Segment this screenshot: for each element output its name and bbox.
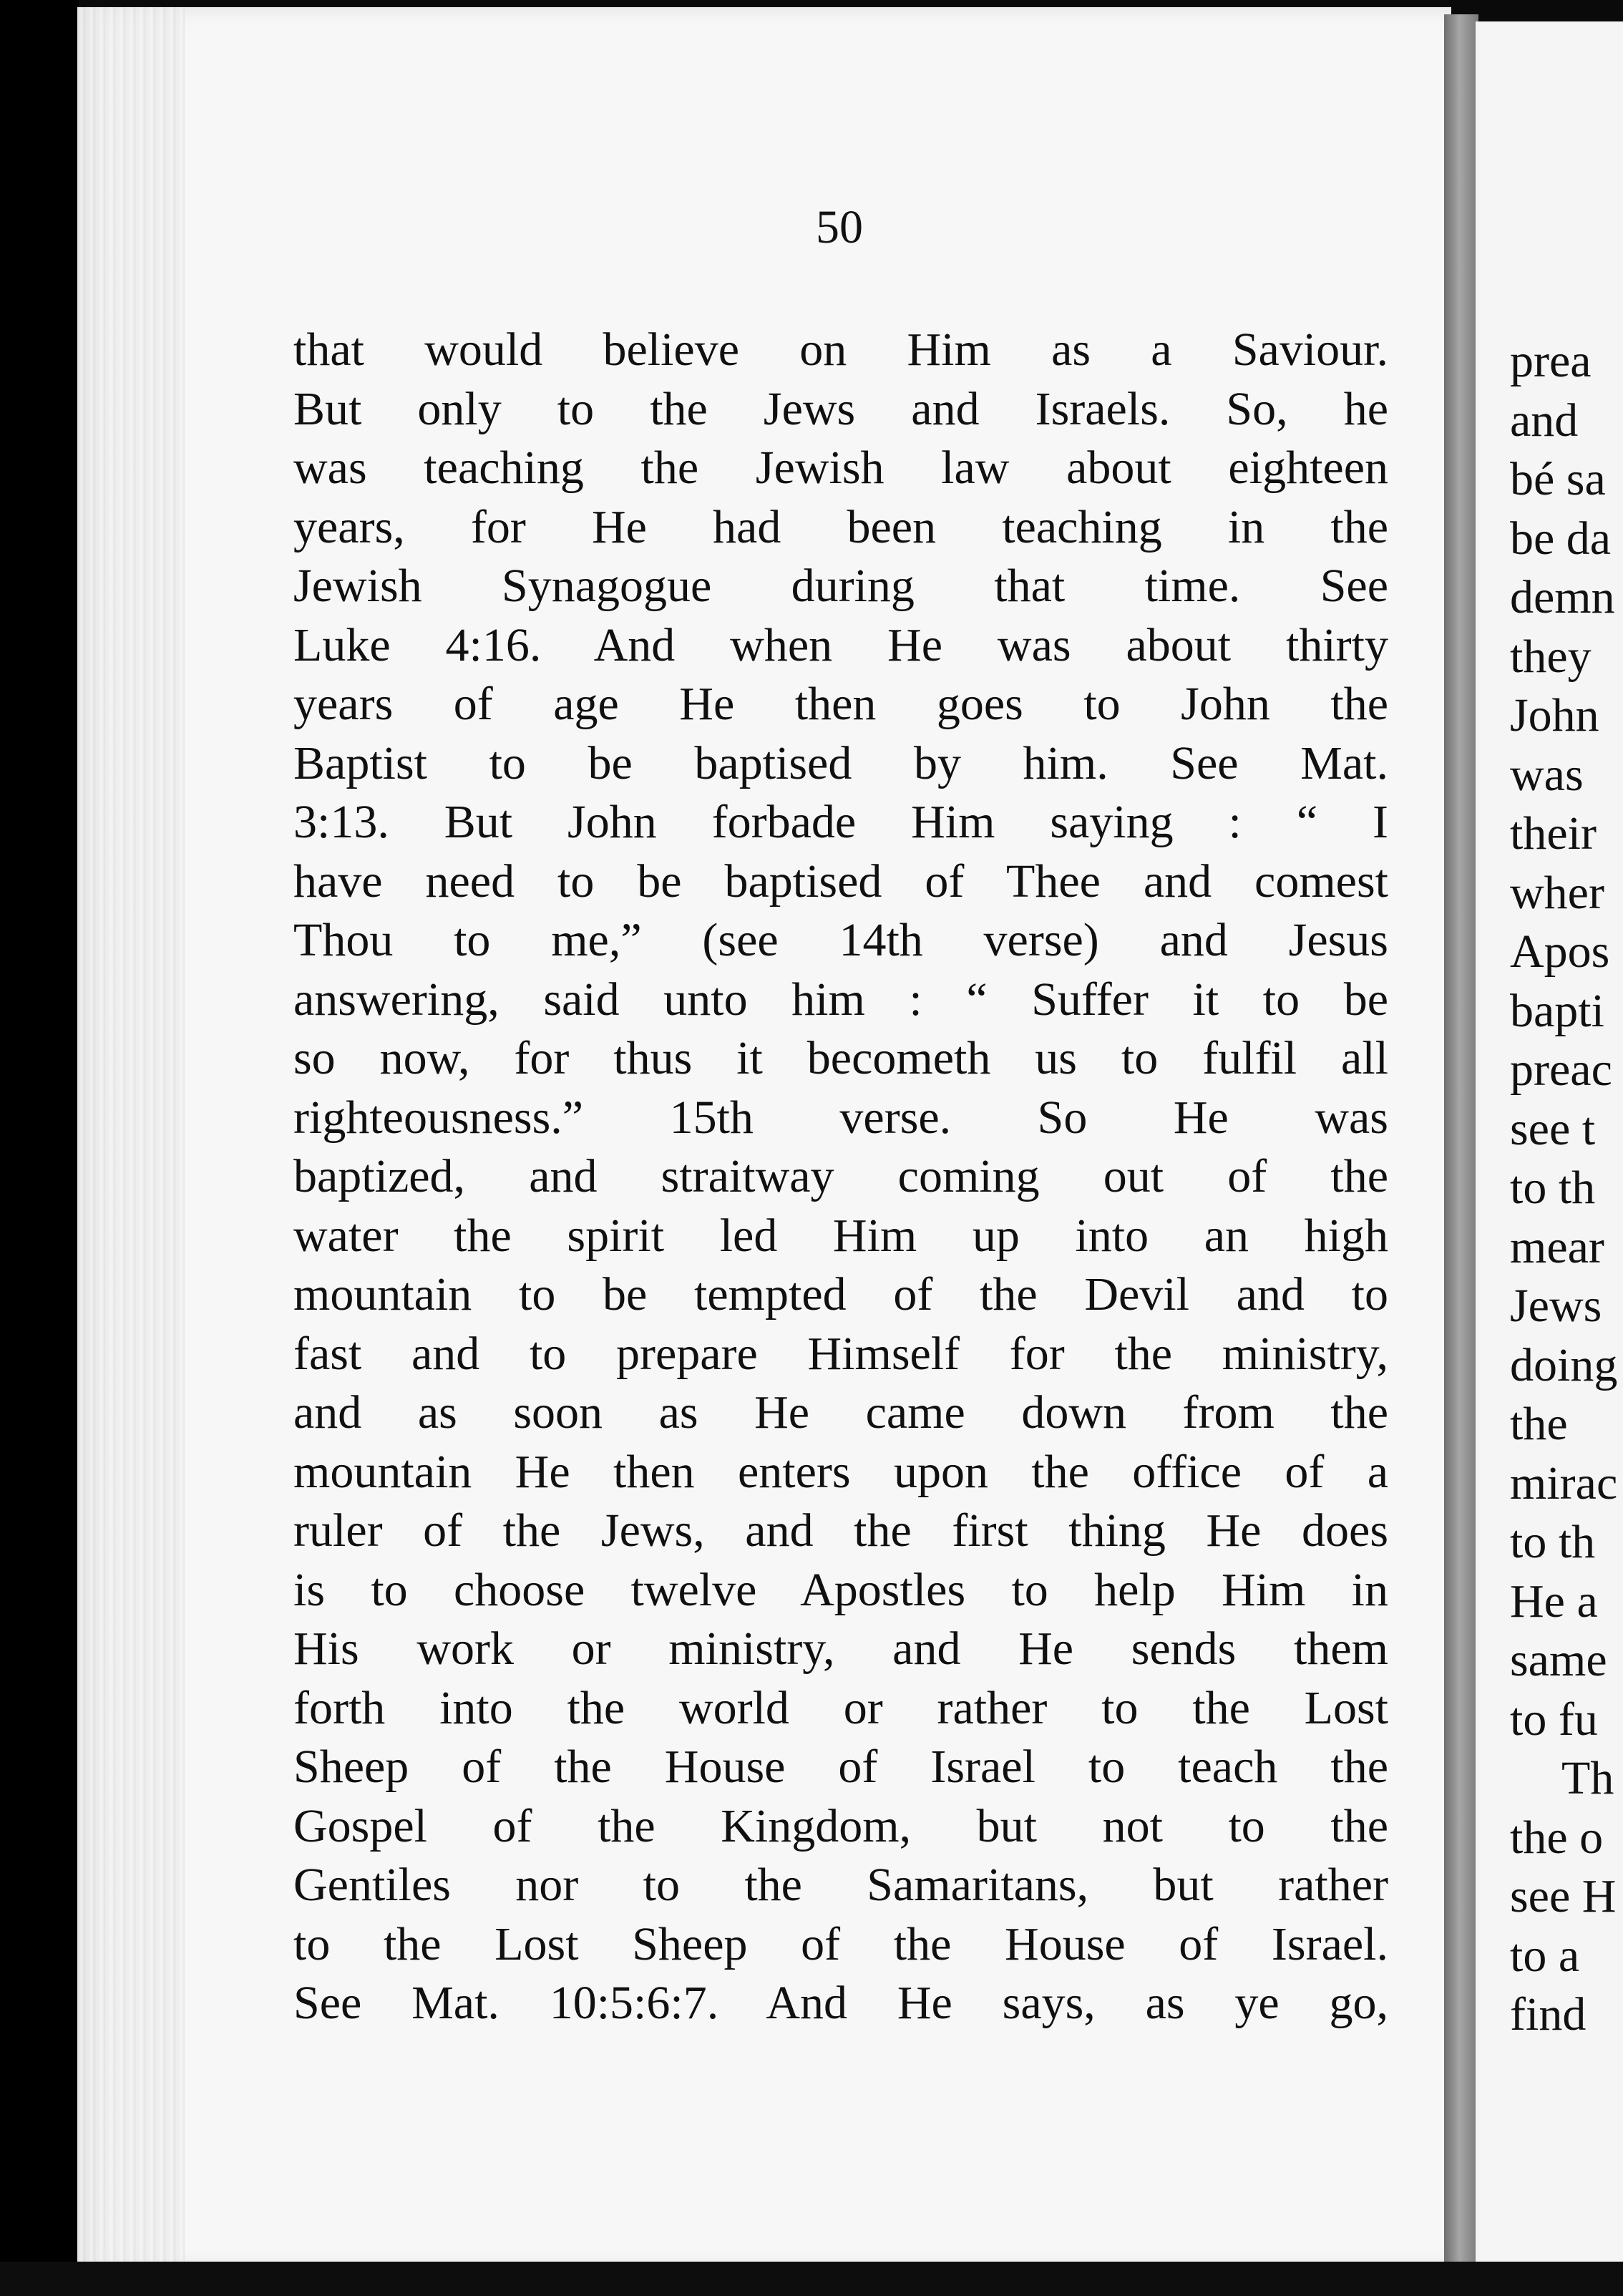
text-line: they xyxy=(1510,630,1592,683)
text-line: answering, said unto him : “ Suffer it to be xyxy=(293,973,1388,1026)
page-number: 50 xyxy=(816,201,863,253)
text-line: be da xyxy=(1510,512,1612,565)
text-line: He a xyxy=(1510,1575,1598,1628)
text-line: the o xyxy=(1510,1811,1604,1864)
text-line: and as soon as He came down from the xyxy=(293,1386,1388,1439)
text-line: the xyxy=(1510,1398,1568,1450)
text-line: Jewish Synagogue during that time. See xyxy=(293,560,1388,612)
text-line: Luke 4:16. And when He was about thirty xyxy=(293,618,1388,671)
text-line: Gospel of the Kingdom, but not to the xyxy=(293,1799,1388,1852)
text-line: mirac xyxy=(1510,1456,1618,1509)
text-line: baptized, and straitway coming out of the xyxy=(293,1150,1388,1202)
text-line: mountain to be tempted of the Devil and to xyxy=(293,1268,1388,1320)
text-line: Gentiles nor to the Samaritans, but rather xyxy=(293,1859,1388,1911)
book-gutter xyxy=(1444,14,1478,2276)
text-line: forth into the world or rather to the Lost xyxy=(293,1681,1388,1734)
text-line: mountain He then enters upon the office of a xyxy=(293,1445,1388,1498)
text-line: ruler of the Jews, and the first thing He does xyxy=(293,1504,1388,1557)
text-line: so now, for thus it becometh us to fulfil all xyxy=(293,1032,1388,1084)
text-line: water the spirit led Him up into an high xyxy=(293,1209,1388,1262)
text-line: Th xyxy=(1561,1752,1614,1804)
right-page-text xyxy=(1510,332,1623,2045)
text-line: bapti xyxy=(1510,984,1604,1037)
text-line: to th xyxy=(1510,1516,1596,1568)
text-line: years, for He had been teaching in the xyxy=(293,500,1388,553)
text-line: find xyxy=(1510,1988,1587,2040)
text-line: 3:13. But John forbade Him saying : “ I xyxy=(293,796,1388,848)
text-line: prea xyxy=(1510,335,1592,387)
text-line: was teaching the Jewish law about eighteen xyxy=(293,442,1388,494)
text-line: was xyxy=(1510,748,1584,801)
left-page-text xyxy=(293,321,1388,2033)
text-line: wher xyxy=(1510,866,1604,919)
text-line: is to choose twelve Apostles to help Him in xyxy=(293,1563,1388,1616)
text-line: preac xyxy=(1510,1044,1612,1096)
scan-background xyxy=(0,0,79,2296)
text-line: demn xyxy=(1510,571,1615,623)
text-line: same xyxy=(1510,1634,1607,1686)
text-line: Apos xyxy=(1510,925,1610,978)
text-line: years of age He then goes to John the xyxy=(293,678,1388,730)
text-line: and xyxy=(1510,394,1579,447)
text-line: see t xyxy=(1510,1102,1596,1155)
text-line: mear xyxy=(1510,1220,1604,1273)
text-line: to a xyxy=(1510,1929,1580,1982)
text-line: Baptist to be baptised by him. See Mat. xyxy=(293,736,1388,789)
text-line: their xyxy=(1510,807,1597,860)
text-line: to the Lost Sheep of the House of Israel. xyxy=(293,1917,1388,1970)
text-line: His work or ministry, and He sends them xyxy=(293,1623,1388,1675)
text-line: Thou to me,” (see 14th verse) and Jesus xyxy=(293,914,1388,966)
text-line: Sheep of the House of Israel to teach the xyxy=(293,1741,1388,1793)
text-line: fast and to prepare Himself for the ministry, xyxy=(293,1327,1388,1380)
text-line: have need to be baptised of Thee and comest xyxy=(293,855,1388,908)
text-line: Jews xyxy=(1510,1280,1602,1332)
text-line: See Mat. 10:5:6:7. And He says, as ye go, xyxy=(293,1977,1388,2029)
page-edges xyxy=(77,7,185,2269)
text-line: John xyxy=(1510,689,1599,741)
text-line: But only to the Jews and Israels. So, he xyxy=(293,382,1388,435)
text-line: that would believe on Him as a Saviour. xyxy=(293,324,1388,376)
bottom-shadow xyxy=(0,2262,1623,2296)
text-line: to fu xyxy=(1510,1693,1598,1746)
text-line: bé sa xyxy=(1510,453,1606,505)
text-line: to th xyxy=(1510,1162,1596,1214)
text-line: righteousness.” 15th verse. So He was xyxy=(293,1091,1388,1144)
text-line: doing xyxy=(1510,1338,1618,1391)
text-line: see H xyxy=(1510,1870,1617,1922)
